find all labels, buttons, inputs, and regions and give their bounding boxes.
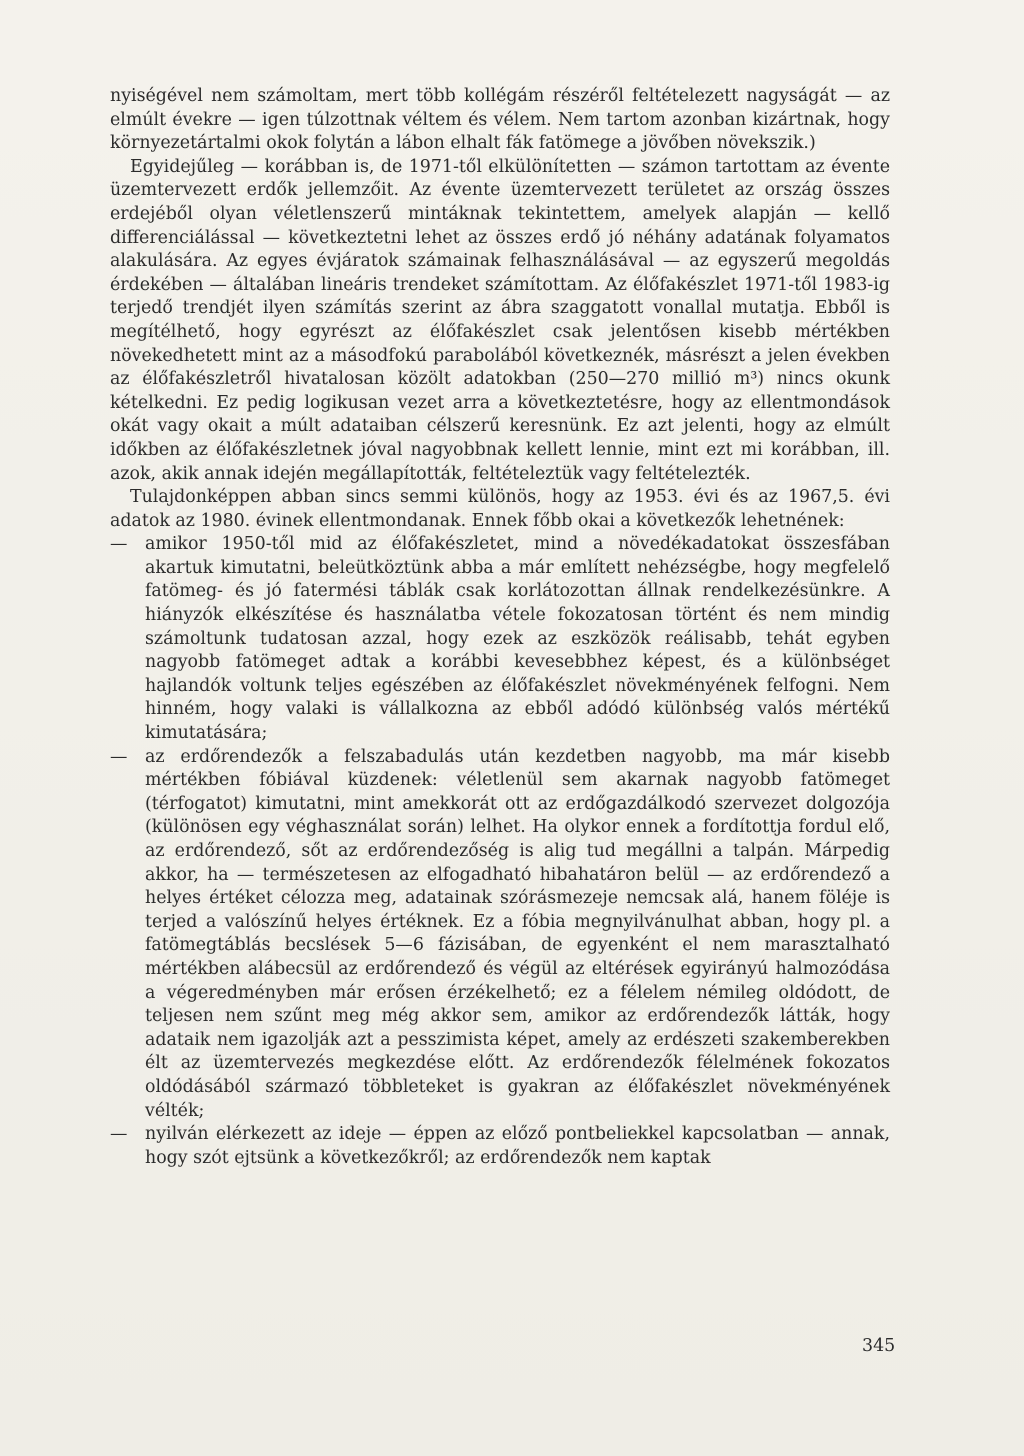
dash-marker: —: [110, 746, 128, 767]
list-item: [110, 533, 890, 745]
dash-marker: —: [110, 1124, 128, 1145]
list-item: [110, 1123, 890, 1170]
body-text: [110, 85, 890, 1170]
list-item-text: az erdőrendezők a felszabadulás után kezdetben nagyobb, ma már kisebb mértékben fóbiával küzdenek: véletlenül sem akarnak nagyobb fatömeget (térfogatot) kimutatni, mint amekkorát ott az erdőgazdálkodó szervezet dolgozója (különösen egy véghasználat során) lelhet. Ha olykor ennek a fordítottja fordul elő, az erdőrendező, sőt az erdőrendezőség is alig tud megállni a talpán. Márpedig akkor, ha — természetesen az elfogadható hibahatáron belül — az erdőrendező a helyes értéket célozza meg, adatainak szórásmezeje nemcsak alá, hanem föléje is terjed a valószínű helyes értéknek. Ez a fóbia megnyilvánulhat abban, hogy pl. a fatömegtáblás becslések 5—6 fázisában, de egyenként el nem marasztalható mértékben alábecsül az erdőrendező és végül az eltérések egyirányú halmozódása a végeredményben már erősen érzékelhető; ez a félelem némileg oldódott, de teljesen nem szűnt meg még akkor sem, amikor az erdőrendezők látták, hogy adataik nem igazolják azt a pesszimista képet, amely az erdészeti szakemberekben élt az üzemtervezés megkezdése előtt. Az erdőrendezők félelmének fokozatos oldódásából származó többleteket is gyakran az élőfakészlet növekményének vélték;: [145, 746, 890, 1121]
paragraph: Egyidejűleg — korábban is, de 1971-től elkülönítetten — számon tartottam az évente üzemtervezett erdők jellemzőit. Az évente üzemtervezett területet az ország összes erdejéből olyan véletlenszerű mintáknak tekintettem, amelyek alapján — kellő differenciálással — következtetni lehet az összes erdő jó néhány adatának folyamatos alakulására. Az egyes évjáratok számainak felhasználásával — az egyszerű megoldás érdekében — általában lineáris trendeket számítottam. Az élőfakészlet 1971-től 1983-ig terjedő trendjét ilyen számítás szerint az ábra szaggatott vonallal mutatja. Ebből is megítélhető, hogy egyrészt az élőfakészlet csak jelentősen kisebb mértékben növekedhetett mint az a másodfokú parabolából következnék, másrészt a jelen években az élőfakészletről hivatalosan közölt adatokban (250—270 millió m³) nincs okunk kételkedni. Ez pedig logikusan vezet arra a következtetésre, hogy az ellentmondások okát vagy okait a múlt adataiban célszerű keresnünk. Ez azt jelenti, hogy az elmúlt időkben az élőfakészletnek jóval nagyobbnak kellett lennie, mint ezt mi korábban, ill. azok, akik annak idején megállapították, feltételeztük vagy feltételezték.: [110, 156, 890, 484]
list-item-text: nyilván elérkezett az ideje — éppen az előző pontbeliekkel kapcsolatban — annak, hogy szót ejtsünk a következőkről; az erdőrendezők nem kaptak: [145, 1124, 890, 1168]
paragraph-continuation: nyiségével nem számoltam, mert több kollégám részéről feltételezett nagyságát — az elmúlt évekre — igen túlzottnak véltem és vélem. Nem tartom azonban kizártnak, hogy környezetártalmi okok folytán a lábon elhalt fák fatömege a jövőben növekszik.): [110, 86, 890, 154]
list-item-text: amikor 1950-től mid az élőfakészletet, mind a növedékadatokat összesfában akartuk kimutatni, beleütköztünk abba a már említett nehézségbe, hogy megfelelő fatömeg- és jó fatermési táblák csak korlátozottan állnak rendelkezésünkre. A hiányzók elkészítése és használatba vétele fokozatosan történt és nem mindig számoltunk tudatosan azzal, hogy ezek az eszközök reálisabb, tehát egyben nagyobb fatömeget adtak a korábbi kevesebbhez képest, és a különbséget hajlandók voltunk teljes egészében az élőfakészlet növekményének felfogni. Nem hinném, hogy valaki is vállalkozna az ebből adódó különbség valós mértékű kimutatására;: [145, 534, 890, 744]
dash-marker: —: [110, 534, 128, 555]
paragraph: Tulajdonképpen abban sincs semmi különös, hogy az 1953. évi és az 1967,5. évi adatok az 1980. évinek ellentmondanak. Ennek főbb okai a következők lehetnének:: [110, 487, 890, 531]
page-number: 345: [862, 1336, 896, 1356]
list-item: [110, 746, 890, 1124]
